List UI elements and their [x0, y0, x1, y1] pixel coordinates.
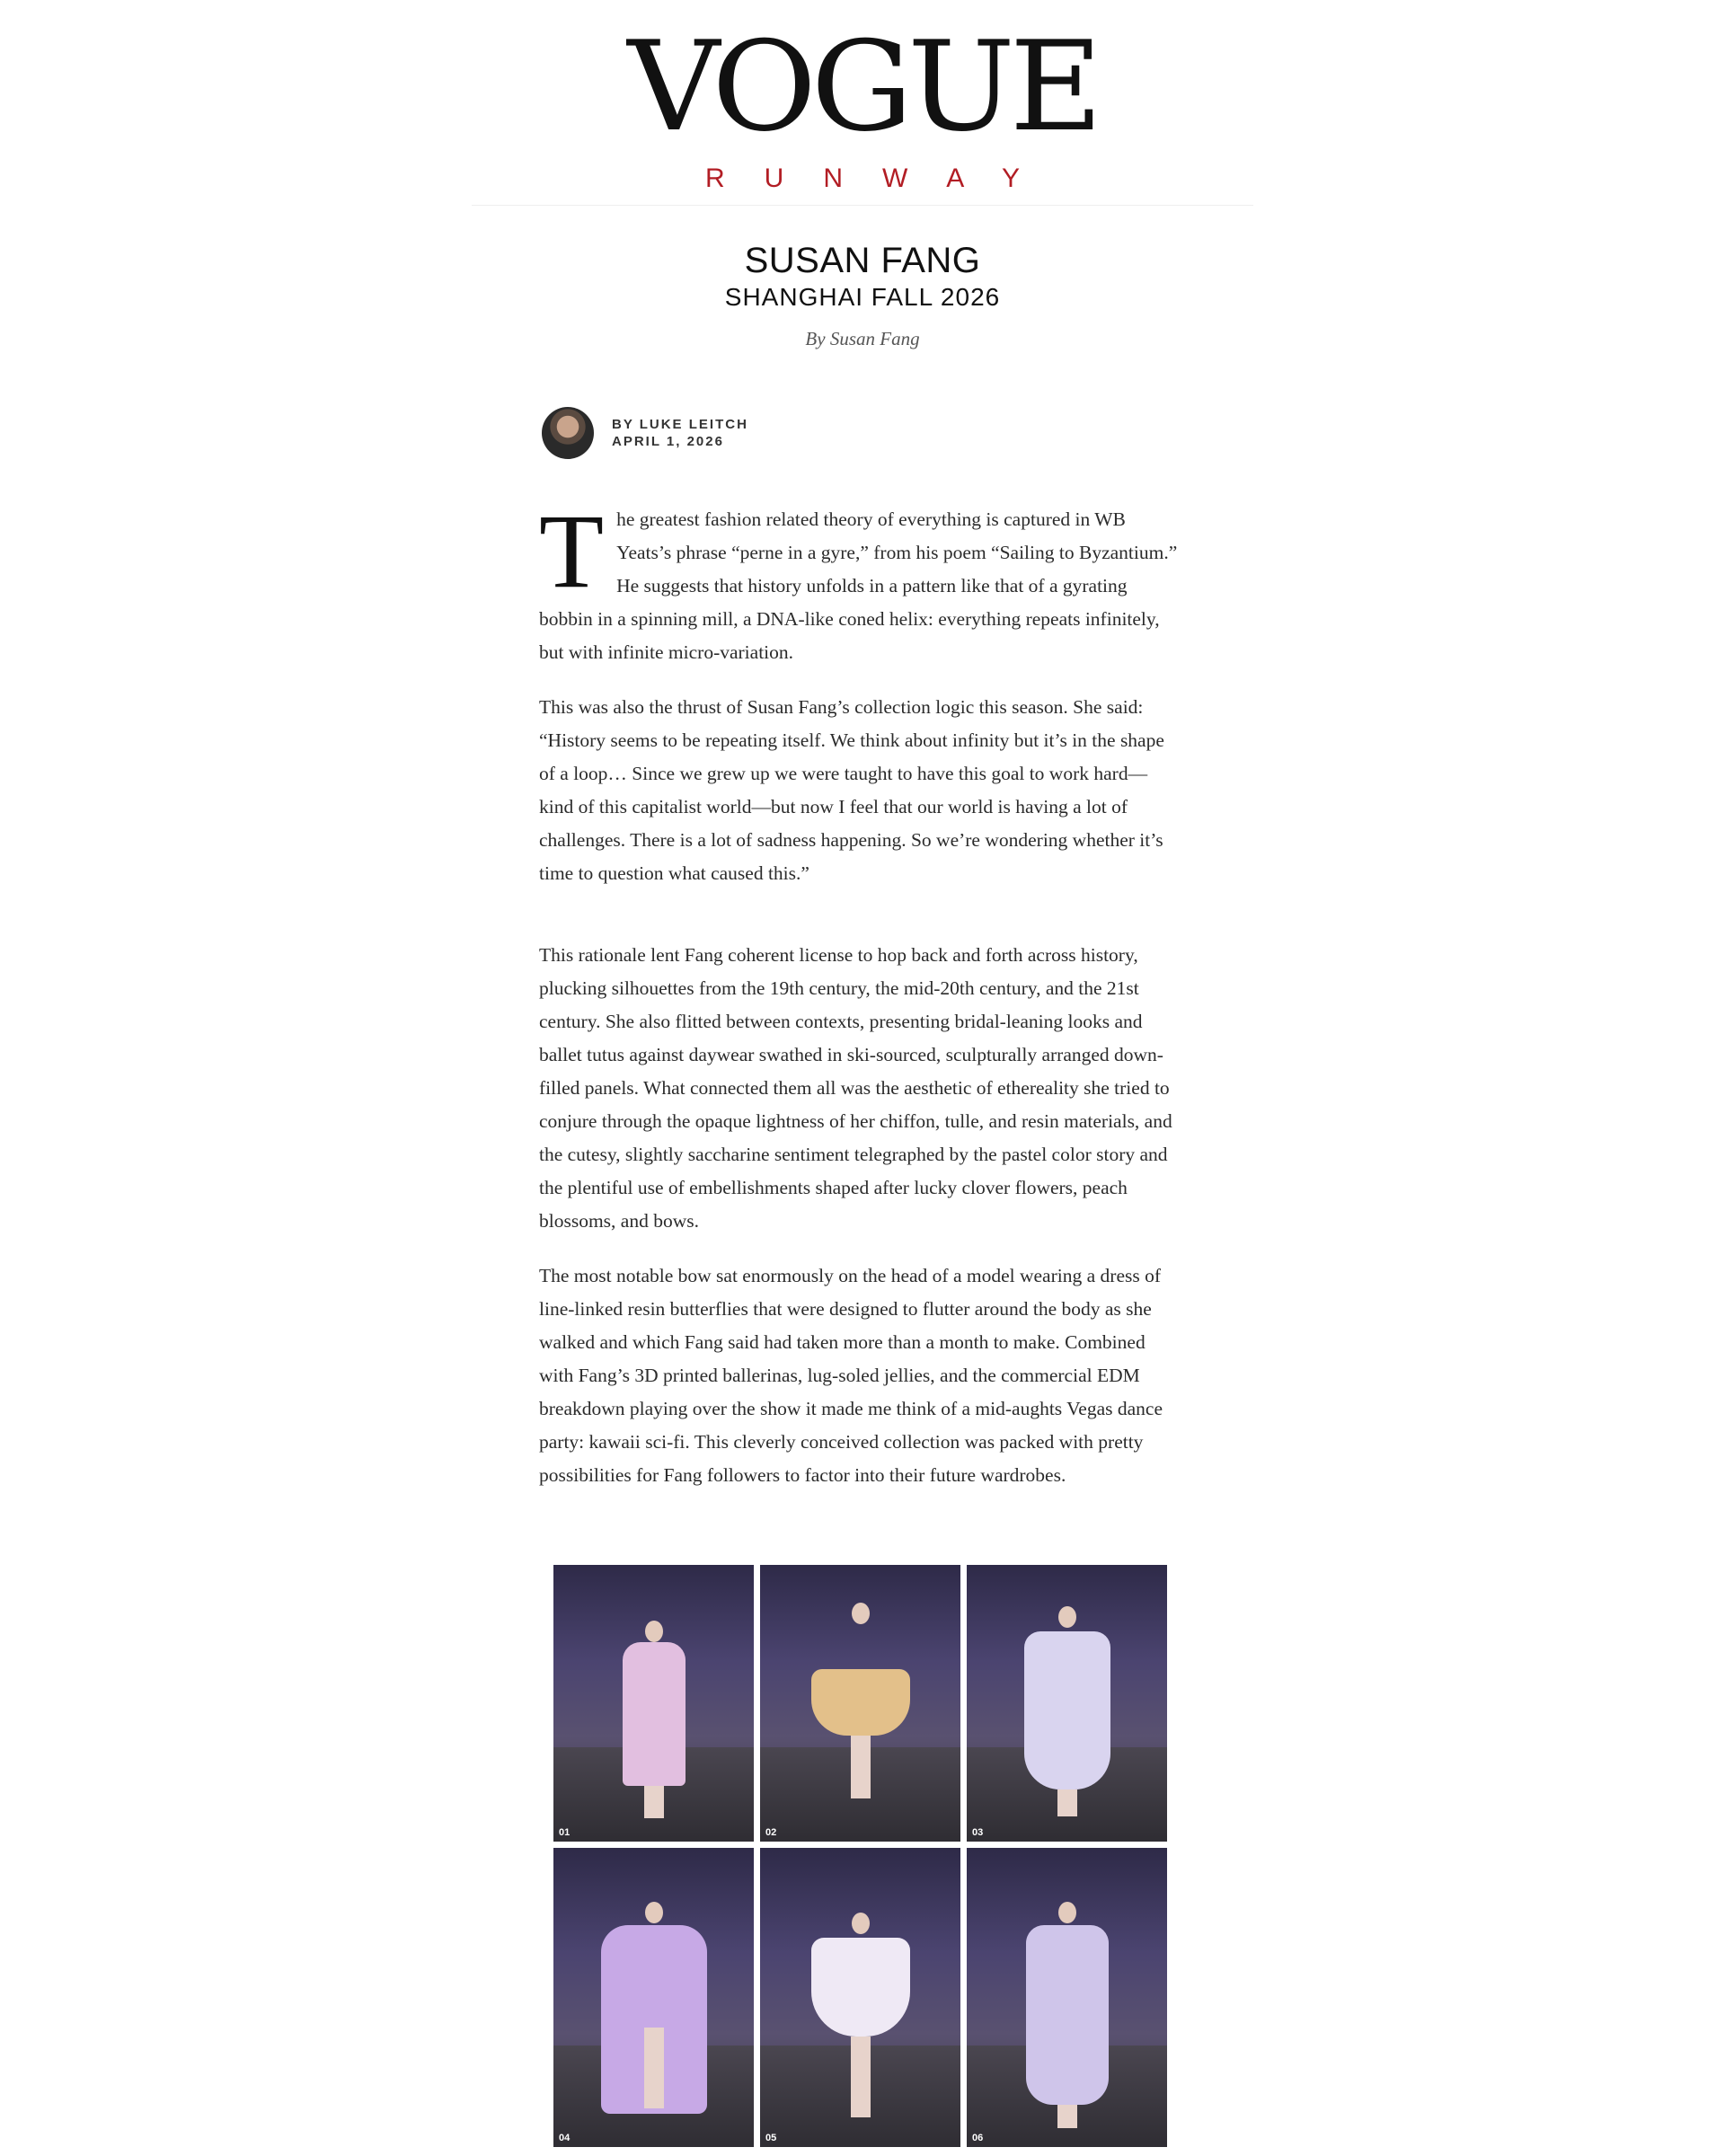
model-legs [1057, 2105, 1077, 2128]
runway-gallery [553, 1565, 1167, 2147]
author-meta [612, 416, 748, 450]
look-thumbnail[interactable] [967, 1565, 1167, 1842]
look-number: 05 [765, 2133, 777, 2143]
paragraph-1-text: he greatest fashion related theory of everything is captured in WB Yeats’s phrase “perne in a gyre,” from his poem “Sailing to Byzantium.” He suggests that history unfolds in a pattern like that of a gyrating bobbin in a spinning mill, a DNA-like coned helix: everything repeats infinitely, but with infinite micro-variation. [539, 508, 1178, 663]
paragraph-4: The most notable bow sat enormously on the head of a model wearing a dress of line-linked resin butterflies that were designed to flutter around the body as she walked and which Fang said had taken more than a month to make. Combined with Fang’s 3D printed ballerinas, lug-soled jellies, and the commercial EDM breakdown playing over the show it made me think of a mid-aughts Vegas dance party: kawaii sci-fi. This cleverly conceived collection was packed with pretty possibilities for Fang followers to factor into their future wardrobes. [539, 1265, 1163, 1486]
model-legs [851, 1736, 871, 1798]
look-number: 01 [559, 1827, 571, 1838]
author-name[interactable]: BY LUKE LEITCH [612, 417, 748, 432]
masthead [0, 14, 1725, 194]
model-legs [644, 1786, 664, 1818]
header-divider [472, 205, 1253, 206]
look-number: 06 [972, 2133, 984, 2143]
paragraph-3: This rationale lent Fang coherent license to hop back and forth across history, plucking silhouettes from the 19th century, the mid-20th century, and the 21st century. She also flitted between contexts, presenting bridal-leaning looks and ballet tutus against daywear swathed in ski-sourced, sculpturally arranged down-filled panels. What connected them all was the aesthetic of ethereality she tried to conjure through the opaque lightness of her chiffon, tulle, and resin materials, and the cutesy, slightly saccharine sentiment telegraphed by the pastel color story and the plentiful use of embellishments shaped after lucky clover flowers, peach blossoms, and bows. [539, 944, 1172, 1232]
author-avatar[interactable] [542, 407, 594, 459]
model-head [1058, 1902, 1076, 1923]
look-number: 03 [972, 1827, 984, 1838]
model-dress [811, 1938, 910, 2037]
look-thumbnail[interactable] [553, 1848, 754, 2147]
model-head [852, 1603, 870, 1624]
collection-byline: By Susan Fang [805, 328, 920, 349]
designer-title: SUSAN FANG [744, 241, 981, 280]
paragraph-1 [539, 492, 1181, 669]
model-legs [1057, 1789, 1077, 1816]
model-dress [811, 1669, 910, 1736]
season-title: SHANGHAI FALL 2026 [724, 283, 1001, 311]
model-dress [623, 1642, 686, 1786]
look-thumbnail[interactable] [760, 1848, 960, 2147]
model-head [645, 1621, 663, 1642]
model-head [645, 1902, 663, 1923]
paragraph-2: This was also the thrust of Susan Fang’s collection logic this season. She said: “History seems to be repeating itself. We think about infinity but it’s in the shape of a loop… Since we grew up we were taught to have this goal to work hard—kind of this capitalist world—but now I feel that our world is having a lot of challenges. There is a lot of sadness happening. So we’re wondering whether it’s time to question what caused this.” [539, 696, 1164, 884]
article-body [539, 492, 1181, 1514]
look-number: 04 [559, 2133, 571, 2143]
look-thumbnail[interactable] [967, 1848, 1167, 2147]
drop-cap: T [539, 492, 605, 610]
runway-section-label[interactable]: RUNWAY [705, 163, 1059, 193]
look-number: 02 [765, 1827, 777, 1838]
model-head [1058, 1606, 1076, 1628]
publish-date: APRIL 1, 2026 [612, 434, 724, 449]
model-head [852, 1913, 870, 1934]
model-legs [851, 2037, 871, 2117]
model-legs [644, 2028, 664, 2108]
vogue-logo[interactable]: VOGUE [627, 14, 1098, 159]
author-block [542, 407, 748, 459]
show-header [0, 241, 1725, 350]
model-dress [1024, 1631, 1110, 1789]
look-thumbnail[interactable] [553, 1565, 754, 1842]
look-thumbnail[interactable] [760, 1565, 960, 1842]
model-dress [1026, 1925, 1109, 2105]
